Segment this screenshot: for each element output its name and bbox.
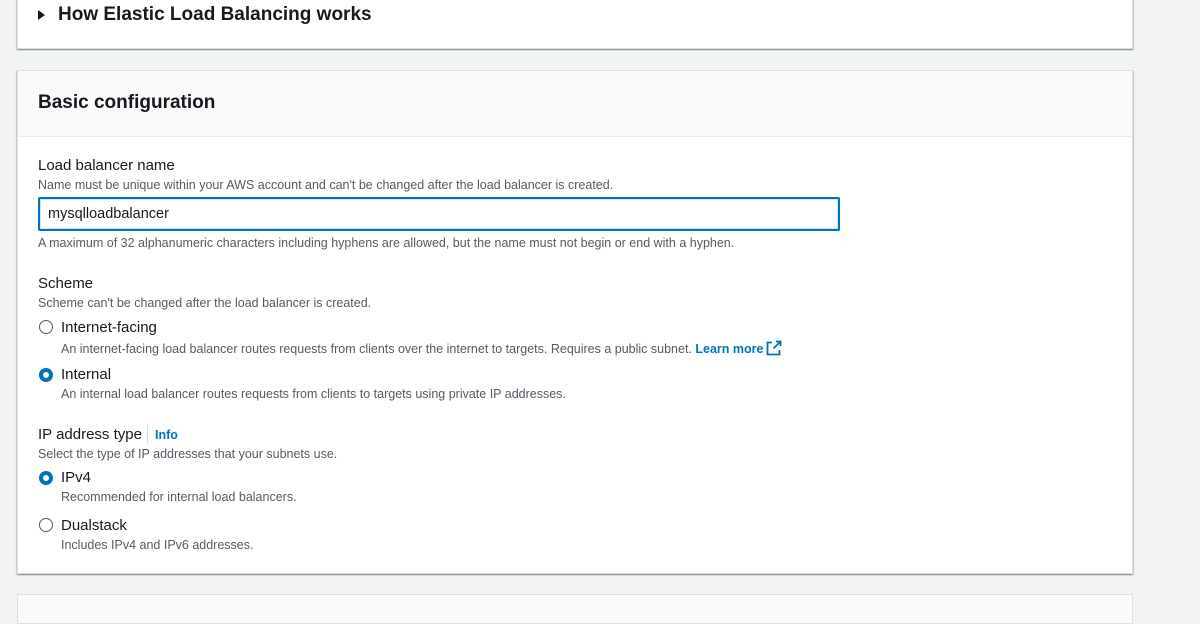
internet-facing-description-line: [61, 340, 782, 356]
caret-right-icon: [38, 10, 45, 20]
next-panel: [17, 594, 1133, 624]
radio-label-internet-facing[interactable]: Internet-facing: [61, 319, 157, 336]
ip-type-info-link[interactable]: Info: [155, 428, 178, 442]
info-separator: [147, 425, 148, 443]
expander-title: How Elastic Load Balancing works: [58, 4, 372, 25]
basic-configuration-panel: [17, 70, 1133, 574]
scheme-description: Scheme can't be changed after the load balancer is created.: [38, 296, 372, 310]
learn-more-link[interactable]: Learn more: [695, 342, 764, 356]
panel-header: [18, 71, 1132, 137]
ip-type-description: Select the type of IP addresses that your subnets use.: [38, 447, 338, 461]
ip-type-label: IP address type: [38, 426, 142, 443]
dualstack-description: Includes IPv4 and IPv6 addresses.: [61, 538, 254, 552]
panel-title: Basic configuration: [38, 92, 216, 113]
radio-internal[interactable]: [39, 368, 53, 382]
radio-internet-facing[interactable]: [39, 320, 53, 334]
lb-name-input[interactable]: [38, 197, 840, 231]
how-elb-works-expander[interactable]: [38, 4, 372, 26]
internal-description: An internal load balancer routes requests from clients to targets using private IP addresses.: [61, 387, 566, 401]
radio-dualstack[interactable]: [39, 518, 53, 532]
radio-label-dualstack[interactable]: Dualstack: [61, 517, 127, 534]
external-link-icon[interactable]: [766, 340, 782, 356]
lb-name-description: Name must be unique within your AWS account and can't be changed after the load balancer is created.: [38, 178, 614, 192]
radio-ipv4[interactable]: [39, 471, 53, 485]
radio-label-ipv4[interactable]: IPv4: [61, 469, 92, 486]
scheme-label: Scheme: [38, 275, 94, 292]
ipv4-description: Recommended for internal load balancers.: [61, 490, 297, 504]
lb-name-label: Load balancer name: [38, 157, 175, 174]
radio-label-internal[interactable]: Internal: [61, 366, 112, 383]
lb-name-constraint: A maximum of 32 alphanumeric characters including hyphens are allowed, but the name must not begin or end with a hyphen.: [38, 236, 735, 250]
internet-facing-description: An internet-facing load balancer routes requests from clients over the internet to targets. Requires a public subnet.: [61, 342, 692, 356]
how-elb-works-panel: [17, 0, 1133, 49]
